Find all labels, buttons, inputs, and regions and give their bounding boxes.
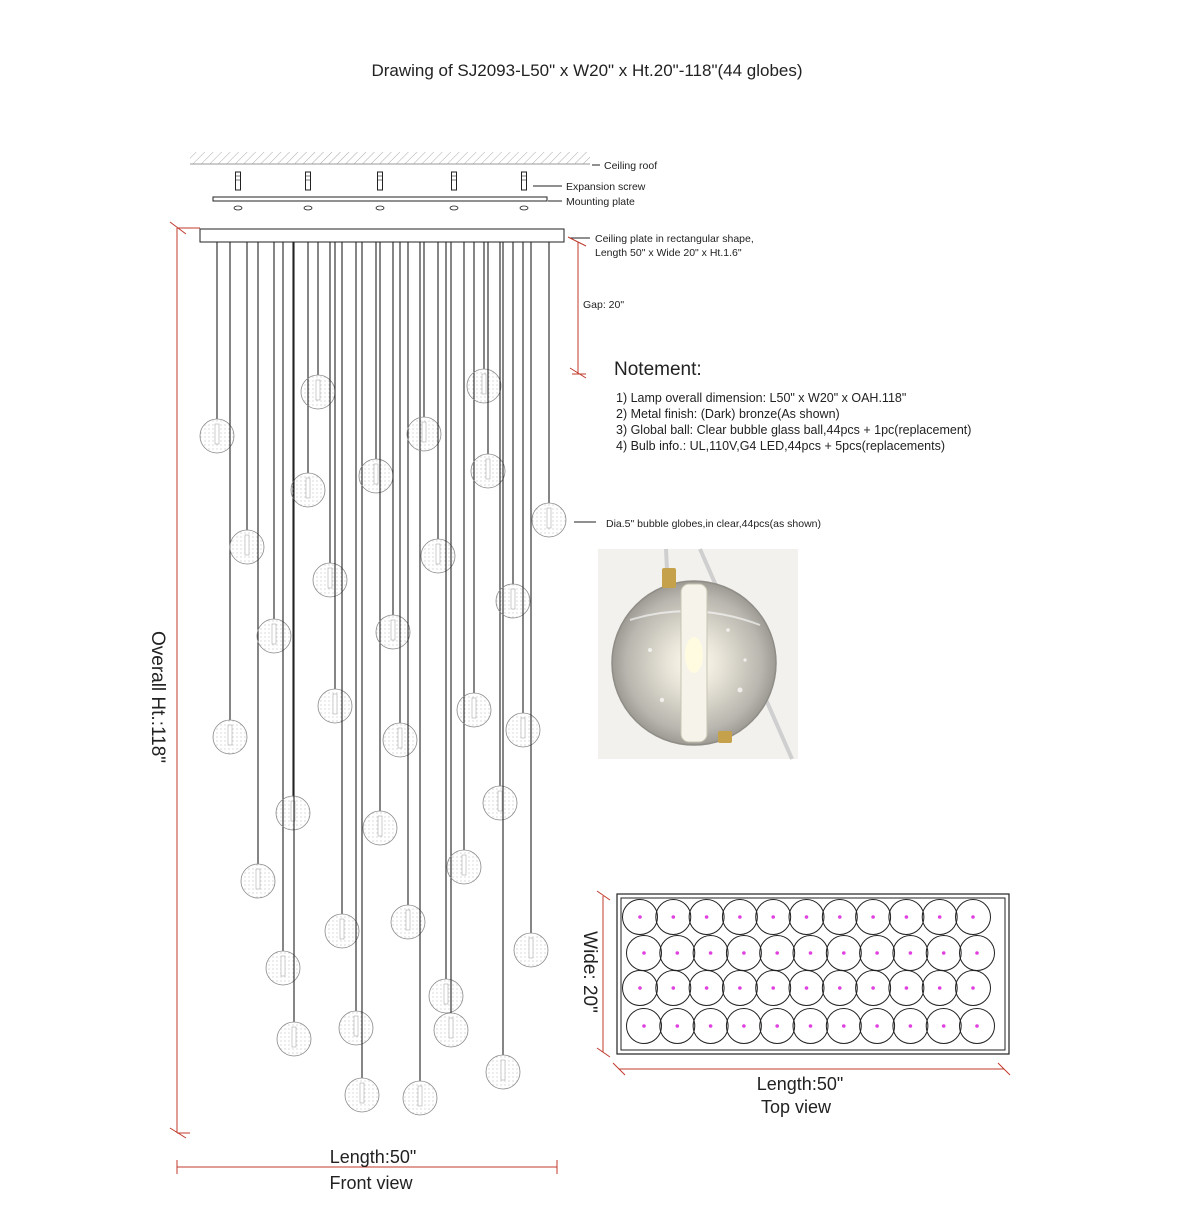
- pendant-globe: [230, 242, 264, 564]
- ceiling-roof-label: Ceiling roof: [604, 160, 658, 172]
- mounting-holes: [234, 206, 528, 210]
- mounting-hole-icon: [450, 206, 458, 210]
- overall-height-label: Overall Ht.:118": [147, 630, 168, 764]
- mounting-hole-icon: [234, 206, 242, 210]
- ceiling-plate-label-line1: Ceiling plate in rectangular shape,: [595, 233, 754, 245]
- pendant-globe: [376, 242, 410, 649]
- expansion-screw-icon: [378, 172, 383, 190]
- pendant-globe: [421, 242, 455, 573]
- pendant-globe: [383, 242, 417, 757]
- mounting-plate: [213, 197, 547, 201]
- gap-label: Gap: 20": [583, 299, 625, 311]
- drawing-title: Drawing of SJ2093-L50" x W20" x Ht.20"-118"(44 globes): [371, 61, 803, 80]
- pendant-globe: [467, 242, 501, 403]
- notement-item-1: 1) Lamp overall dimension: L50" x W20" x OAH.118": [616, 391, 907, 405]
- expansion-screw-label: Expansion screw: [566, 181, 646, 193]
- expansion-screw-icon: [452, 172, 457, 190]
- pendant-globe: [496, 242, 530, 618]
- top-length-label: Length:50": [756, 1074, 844, 1094]
- pendant-globe: [291, 242, 325, 507]
- front-length-label: Length:50": [329, 1147, 417, 1167]
- pendant-globe: [241, 242, 275, 898]
- expansion-screw-icon: [306, 172, 311, 190]
- top-width-label: Wide: 20": [579, 931, 600, 1013]
- expansion-screw-icon: [522, 172, 527, 190]
- mounting-hole-icon: [304, 206, 312, 210]
- pendant-globe: [506, 242, 540, 747]
- pendant-globe: [257, 242, 291, 653]
- ceiling-roof: [190, 152, 600, 165]
- pendant-globe: [213, 242, 247, 754]
- notement-item-2: 2) Metal finish: (Dark) bronze(As shown): [616, 407, 840, 421]
- pendant-globe: [345, 242, 379, 1112]
- pendant-globe: [407, 242, 441, 451]
- expansion-screws: [236, 172, 527, 190]
- pendant-globe: [200, 242, 234, 453]
- expansion-screw-icon: [236, 172, 241, 190]
- pendant-globe: [434, 242, 468, 1047]
- mounting-plate-label: Mounting plate: [566, 196, 635, 208]
- top-view-caption: Top view: [760, 1097, 832, 1117]
- notement-heading: Notement:: [614, 359, 702, 380]
- overall-height-dimension: [170, 222, 200, 1138]
- pendant-globes: [200, 242, 566, 1115]
- notement-item-3: 3) Global ball: Clear bubble glass ball,44pcs + 1pc(replacement): [616, 423, 972, 437]
- mounting-hole-icon: [376, 206, 384, 210]
- notement-item-4: 4) Bulb info.: UL,110V,G4 LED,44pcs + 5pcs(replacements): [616, 439, 945, 453]
- pendant-globe: [532, 242, 566, 537]
- pendant-globe: [359, 242, 393, 493]
- pendant-globe: [276, 242, 310, 830]
- mounting-hole-icon: [520, 206, 528, 210]
- product-photo: [598, 549, 798, 759]
- pendant-globe: [486, 242, 520, 1089]
- ceiling-plate: [200, 229, 564, 242]
- globe-callout-label: Dia.5" bubble globes,in clear,44pcs(as shown): [606, 518, 822, 530]
- ceiling-plate-label-line2: Length 50" x Wide 20" x Ht.1.6": [595, 247, 742, 259]
- pendant-globe: [429, 242, 463, 1013]
- front-view-caption: Front view: [329, 1173, 413, 1193]
